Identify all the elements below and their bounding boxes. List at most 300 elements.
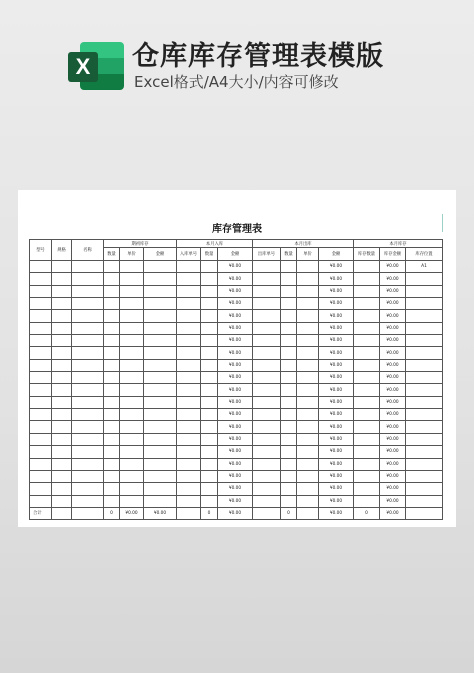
cell[interactable] bbox=[120, 409, 144, 421]
amount-cell[interactable]: ¥0.00 bbox=[319, 446, 354, 458]
cell[interactable] bbox=[72, 335, 104, 347]
cell[interactable] bbox=[120, 421, 144, 433]
cell[interactable] bbox=[144, 310, 177, 322]
cell[interactable] bbox=[281, 495, 297, 507]
cell[interactable] bbox=[177, 458, 201, 470]
cell[interactable] bbox=[253, 433, 281, 445]
cell[interactable] bbox=[30, 347, 52, 359]
cell[interactable] bbox=[253, 298, 281, 310]
cell[interactable] bbox=[52, 421, 72, 433]
cell[interactable] bbox=[201, 458, 218, 470]
cell[interactable] bbox=[177, 347, 201, 359]
cell[interactable] bbox=[177, 298, 201, 310]
cell[interactable] bbox=[253, 446, 281, 458]
amount-cell[interactable]: ¥0.00 bbox=[319, 335, 354, 347]
cell[interactable] bbox=[201, 433, 218, 445]
cell[interactable] bbox=[281, 470, 297, 482]
cell[interactable] bbox=[354, 458, 380, 470]
cell[interactable] bbox=[120, 285, 144, 297]
cell[interactable] bbox=[72, 384, 104, 396]
cell[interactable] bbox=[253, 396, 281, 408]
cell[interactable] bbox=[30, 298, 52, 310]
cell[interactable] bbox=[201, 273, 218, 285]
cell[interactable] bbox=[406, 483, 443, 495]
cell[interactable] bbox=[104, 433, 120, 445]
cell[interactable] bbox=[72, 433, 104, 445]
amount-cell[interactable]: ¥0.00 bbox=[218, 372, 253, 384]
cell[interactable] bbox=[354, 285, 380, 297]
cell[interactable] bbox=[120, 359, 144, 371]
amount-cell[interactable]: ¥0.00 bbox=[380, 421, 406, 433]
cell[interactable] bbox=[52, 446, 72, 458]
amount-cell[interactable]: ¥0.00 bbox=[218, 335, 253, 347]
cell[interactable] bbox=[144, 335, 177, 347]
cell[interactable] bbox=[72, 310, 104, 322]
cell[interactable] bbox=[104, 347, 120, 359]
cell[interactable] bbox=[72, 372, 104, 384]
amount-cell[interactable]: ¥0.00 bbox=[319, 372, 354, 384]
cell[interactable] bbox=[177, 495, 201, 507]
cell[interactable] bbox=[177, 359, 201, 371]
cell[interactable] bbox=[297, 359, 319, 371]
cell[interactable] bbox=[120, 396, 144, 408]
cell[interactable] bbox=[52, 433, 72, 445]
amount-cell[interactable]: ¥0.00 bbox=[319, 384, 354, 396]
cell[interactable] bbox=[201, 347, 218, 359]
cell[interactable] bbox=[201, 298, 218, 310]
amount-cell[interactable]: ¥0.00 bbox=[380, 495, 406, 507]
cell[interactable] bbox=[120, 335, 144, 347]
amount-cell[interactable]: ¥0.00 bbox=[380, 446, 406, 458]
cell[interactable] bbox=[281, 433, 297, 445]
cell[interactable] bbox=[52, 322, 72, 334]
cell[interactable] bbox=[120, 298, 144, 310]
cell[interactable] bbox=[52, 396, 72, 408]
cell[interactable] bbox=[72, 421, 104, 433]
cell[interactable] bbox=[52, 347, 72, 359]
cell[interactable] bbox=[104, 310, 120, 322]
amount-cell[interactable]: ¥0.00 bbox=[218, 285, 253, 297]
cell[interactable] bbox=[30, 421, 52, 433]
cell[interactable] bbox=[406, 298, 443, 310]
cell[interactable] bbox=[104, 322, 120, 334]
cell[interactable] bbox=[297, 347, 319, 359]
cell[interactable] bbox=[144, 285, 177, 297]
cell[interactable] bbox=[177, 384, 201, 396]
cell[interactable] bbox=[201, 310, 218, 322]
cell[interactable] bbox=[201, 359, 218, 371]
cell[interactable] bbox=[52, 409, 72, 421]
cell[interactable] bbox=[297, 298, 319, 310]
cell[interactable] bbox=[104, 285, 120, 297]
cell[interactable] bbox=[72, 347, 104, 359]
cell[interactable] bbox=[281, 273, 297, 285]
cell[interactable] bbox=[354, 409, 380, 421]
cell[interactable] bbox=[297, 409, 319, 421]
cell[interactable] bbox=[281, 359, 297, 371]
cell[interactable] bbox=[52, 458, 72, 470]
cell[interactable] bbox=[72, 359, 104, 371]
cell[interactable] bbox=[406, 433, 443, 445]
cell[interactable] bbox=[201, 495, 218, 507]
cell[interactable] bbox=[30, 322, 52, 334]
amount-cell[interactable]: ¥0.00 bbox=[380, 409, 406, 421]
cell[interactable] bbox=[354, 421, 380, 433]
cell[interactable] bbox=[201, 261, 218, 273]
cell[interactable] bbox=[281, 396, 297, 408]
cell[interactable] bbox=[177, 483, 201, 495]
cell[interactable] bbox=[120, 273, 144, 285]
cell[interactable] bbox=[120, 261, 144, 273]
cell[interactable] bbox=[354, 470, 380, 482]
cell[interactable] bbox=[120, 372, 144, 384]
amount-cell[interactable]: ¥0.00 bbox=[218, 409, 253, 421]
cell[interactable] bbox=[177, 322, 201, 334]
cell[interactable] bbox=[201, 372, 218, 384]
amount-cell[interactable]: ¥0.00 bbox=[319, 433, 354, 445]
cell[interactable] bbox=[52, 384, 72, 396]
cell[interactable] bbox=[201, 483, 218, 495]
cell[interactable] bbox=[201, 421, 218, 433]
cell[interactable] bbox=[30, 372, 52, 384]
cell[interactable] bbox=[72, 409, 104, 421]
cell[interactable] bbox=[406, 372, 443, 384]
cell[interactable] bbox=[297, 446, 319, 458]
cell[interactable] bbox=[52, 359, 72, 371]
cell[interactable] bbox=[406, 322, 443, 334]
cell[interactable] bbox=[253, 347, 281, 359]
cell[interactable] bbox=[354, 483, 380, 495]
cell[interactable] bbox=[52, 335, 72, 347]
cell[interactable] bbox=[144, 421, 177, 433]
amount-cell[interactable]: ¥0.00 bbox=[380, 347, 406, 359]
amount-cell[interactable]: ¥0.00 bbox=[319, 409, 354, 421]
amount-cell[interactable]: ¥0.00 bbox=[218, 396, 253, 408]
cell[interactable] bbox=[52, 372, 72, 384]
cell[interactable] bbox=[30, 433, 52, 445]
amount-cell[interactable]: ¥0.00 bbox=[319, 298, 354, 310]
amount-cell[interactable]: ¥0.00 bbox=[380, 483, 406, 495]
amount-cell[interactable]: ¥0.00 bbox=[380, 458, 406, 470]
cell[interactable] bbox=[177, 421, 201, 433]
amount-cell[interactable]: ¥0.00 bbox=[218, 310, 253, 322]
cell[interactable] bbox=[120, 433, 144, 445]
cell[interactable] bbox=[72, 261, 104, 273]
amount-cell[interactable]: ¥0.00 bbox=[380, 273, 406, 285]
amount-cell[interactable]: ¥0.00 bbox=[319, 310, 354, 322]
cell[interactable] bbox=[281, 483, 297, 495]
cell[interactable] bbox=[281, 335, 297, 347]
cell[interactable] bbox=[281, 298, 297, 310]
cell[interactable] bbox=[281, 285, 297, 297]
cell[interactable] bbox=[104, 273, 120, 285]
cell[interactable] bbox=[30, 470, 52, 482]
cell[interactable] bbox=[177, 310, 201, 322]
cell[interactable] bbox=[201, 322, 218, 334]
cell[interactable] bbox=[253, 470, 281, 482]
cell[interactable] bbox=[253, 285, 281, 297]
cell[interactable] bbox=[281, 261, 297, 273]
cell[interactable] bbox=[201, 470, 218, 482]
cell[interactable] bbox=[406, 470, 443, 482]
amount-cell[interactable]: ¥0.00 bbox=[319, 359, 354, 371]
amount-cell[interactable]: ¥0.00 bbox=[319, 470, 354, 482]
cell[interactable] bbox=[72, 458, 104, 470]
amount-cell[interactable]: ¥0.00 bbox=[218, 359, 253, 371]
cell[interactable] bbox=[30, 396, 52, 408]
cell[interactable] bbox=[30, 335, 52, 347]
cell[interactable] bbox=[52, 310, 72, 322]
amount-cell[interactable]: ¥0.00 bbox=[218, 261, 253, 273]
cell[interactable] bbox=[52, 298, 72, 310]
cell[interactable] bbox=[30, 495, 52, 507]
location-cell[interactable]: A1 bbox=[406, 261, 443, 273]
cell[interactable] bbox=[72, 396, 104, 408]
cell[interactable] bbox=[72, 322, 104, 334]
amount-cell[interactable]: ¥0.00 bbox=[218, 433, 253, 445]
amount-cell[interactable]: ¥0.00 bbox=[218, 322, 253, 334]
cell[interactable] bbox=[177, 335, 201, 347]
amount-cell[interactable]: ¥0.00 bbox=[218, 458, 253, 470]
amount-cell[interactable]: ¥0.00 bbox=[319, 396, 354, 408]
cell[interactable] bbox=[281, 421, 297, 433]
cell[interactable] bbox=[72, 285, 104, 297]
cell[interactable] bbox=[177, 273, 201, 285]
amount-cell[interactable]: ¥0.00 bbox=[218, 470, 253, 482]
cell[interactable] bbox=[177, 446, 201, 458]
cell[interactable] bbox=[144, 446, 177, 458]
cell[interactable] bbox=[104, 458, 120, 470]
amount-cell[interactable]: ¥0.00 bbox=[218, 446, 253, 458]
amount-cell[interactable]: ¥0.00 bbox=[380, 335, 406, 347]
cell[interactable] bbox=[30, 409, 52, 421]
cell[interactable] bbox=[354, 273, 380, 285]
cell[interactable] bbox=[354, 495, 380, 507]
cell[interactable] bbox=[281, 384, 297, 396]
cell[interactable] bbox=[120, 458, 144, 470]
amount-cell[interactable]: ¥0.00 bbox=[380, 261, 406, 273]
cell[interactable] bbox=[201, 384, 218, 396]
cell[interactable] bbox=[52, 470, 72, 482]
cell[interactable] bbox=[297, 495, 319, 507]
amount-cell[interactable]: ¥0.00 bbox=[319, 285, 354, 297]
cell[interactable] bbox=[253, 372, 281, 384]
amount-cell[interactable]: ¥0.00 bbox=[319, 273, 354, 285]
cell[interactable] bbox=[120, 384, 144, 396]
cell[interactable] bbox=[72, 470, 104, 482]
cell[interactable] bbox=[406, 446, 443, 458]
amount-cell[interactable]: ¥0.00 bbox=[218, 483, 253, 495]
cell[interactable] bbox=[297, 384, 319, 396]
cell[interactable] bbox=[281, 409, 297, 421]
cell[interactable] bbox=[354, 347, 380, 359]
cell[interactable] bbox=[297, 310, 319, 322]
cell[interactable] bbox=[297, 285, 319, 297]
cell[interactable] bbox=[120, 495, 144, 507]
cell[interactable] bbox=[297, 458, 319, 470]
cell[interactable] bbox=[104, 359, 120, 371]
cell[interactable] bbox=[30, 261, 52, 273]
cell[interactable] bbox=[201, 396, 218, 408]
cell[interactable] bbox=[144, 396, 177, 408]
cell[interactable] bbox=[144, 458, 177, 470]
cell[interactable] bbox=[104, 421, 120, 433]
cell[interactable] bbox=[144, 409, 177, 421]
amount-cell[interactable]: ¥0.00 bbox=[319, 421, 354, 433]
cell[interactable] bbox=[104, 446, 120, 458]
cell[interactable] bbox=[281, 322, 297, 334]
amount-cell[interactable]: ¥0.00 bbox=[319, 261, 354, 273]
cell[interactable] bbox=[253, 322, 281, 334]
amount-cell[interactable]: ¥0.00 bbox=[319, 322, 354, 334]
cell[interactable] bbox=[104, 261, 120, 273]
cell[interactable] bbox=[253, 261, 281, 273]
cell[interactable] bbox=[297, 421, 319, 433]
cell[interactable] bbox=[281, 458, 297, 470]
amount-cell[interactable]: ¥0.00 bbox=[380, 384, 406, 396]
cell[interactable] bbox=[354, 446, 380, 458]
cell[interactable] bbox=[144, 261, 177, 273]
cell[interactable] bbox=[297, 483, 319, 495]
cell[interactable] bbox=[253, 384, 281, 396]
cell[interactable] bbox=[406, 495, 443, 507]
cell[interactable] bbox=[406, 310, 443, 322]
cell[interactable] bbox=[201, 285, 218, 297]
cell[interactable] bbox=[52, 483, 72, 495]
cell[interactable] bbox=[354, 261, 380, 273]
cell[interactable] bbox=[144, 372, 177, 384]
cell[interactable] bbox=[72, 298, 104, 310]
cell[interactable] bbox=[406, 285, 443, 297]
cell[interactable] bbox=[354, 359, 380, 371]
cell[interactable] bbox=[297, 372, 319, 384]
cell[interactable] bbox=[30, 359, 52, 371]
amount-cell[interactable]: ¥0.00 bbox=[380, 298, 406, 310]
cell[interactable] bbox=[354, 433, 380, 445]
cell[interactable] bbox=[354, 384, 380, 396]
cell[interactable] bbox=[177, 372, 201, 384]
cell[interactable] bbox=[104, 335, 120, 347]
cell[interactable] bbox=[354, 310, 380, 322]
amount-cell[interactable]: ¥0.00 bbox=[380, 372, 406, 384]
cell[interactable] bbox=[297, 322, 319, 334]
cell[interactable] bbox=[30, 458, 52, 470]
cell[interactable] bbox=[354, 372, 380, 384]
cell[interactable] bbox=[297, 335, 319, 347]
cell[interactable] bbox=[281, 310, 297, 322]
cell[interactable] bbox=[104, 470, 120, 482]
cell[interactable] bbox=[104, 396, 120, 408]
cell[interactable] bbox=[177, 285, 201, 297]
cell[interactable] bbox=[104, 409, 120, 421]
cell[interactable] bbox=[30, 384, 52, 396]
cell[interactable] bbox=[104, 495, 120, 507]
amount-cell[interactable]: ¥0.00 bbox=[218, 298, 253, 310]
cell[interactable] bbox=[52, 495, 72, 507]
amount-cell[interactable]: ¥0.00 bbox=[380, 322, 406, 334]
cell[interactable] bbox=[354, 396, 380, 408]
cell[interactable] bbox=[281, 446, 297, 458]
cell[interactable] bbox=[144, 322, 177, 334]
cell[interactable] bbox=[144, 433, 177, 445]
cell[interactable] bbox=[144, 495, 177, 507]
cell[interactable] bbox=[72, 483, 104, 495]
cell[interactable] bbox=[406, 396, 443, 408]
amount-cell[interactable]: ¥0.00 bbox=[319, 458, 354, 470]
cell[interactable] bbox=[406, 335, 443, 347]
cell[interactable] bbox=[177, 409, 201, 421]
cell[interactable] bbox=[253, 335, 281, 347]
cell[interactable] bbox=[72, 446, 104, 458]
cell[interactable] bbox=[281, 372, 297, 384]
cell[interactable] bbox=[120, 446, 144, 458]
cell[interactable] bbox=[297, 261, 319, 273]
cell[interactable] bbox=[406, 458, 443, 470]
cell[interactable] bbox=[177, 433, 201, 445]
cell[interactable] bbox=[354, 322, 380, 334]
cell[interactable] bbox=[144, 359, 177, 371]
cell[interactable] bbox=[253, 458, 281, 470]
amount-cell[interactable]: ¥0.00 bbox=[319, 483, 354, 495]
cell[interactable] bbox=[253, 359, 281, 371]
cell[interactable] bbox=[52, 273, 72, 285]
amount-cell[interactable]: ¥0.00 bbox=[380, 433, 406, 445]
cell[interactable] bbox=[120, 470, 144, 482]
cell[interactable] bbox=[406, 384, 443, 396]
cell[interactable] bbox=[406, 347, 443, 359]
cell[interactable] bbox=[144, 298, 177, 310]
amount-cell[interactable]: ¥0.00 bbox=[218, 421, 253, 433]
cell[interactable] bbox=[52, 285, 72, 297]
cell[interactable] bbox=[354, 335, 380, 347]
cell[interactable] bbox=[104, 372, 120, 384]
cell[interactable] bbox=[104, 298, 120, 310]
cell[interactable] bbox=[104, 384, 120, 396]
amount-cell[interactable]: ¥0.00 bbox=[380, 310, 406, 322]
cell[interactable] bbox=[297, 433, 319, 445]
cell[interactable] bbox=[201, 446, 218, 458]
amount-cell[interactable]: ¥0.00 bbox=[218, 495, 253, 507]
cell[interactable] bbox=[104, 483, 120, 495]
cell[interactable] bbox=[177, 261, 201, 273]
amount-cell[interactable]: ¥0.00 bbox=[319, 495, 354, 507]
cell[interactable] bbox=[120, 483, 144, 495]
cell[interactable] bbox=[72, 495, 104, 507]
cell[interactable] bbox=[297, 470, 319, 482]
cell[interactable] bbox=[253, 421, 281, 433]
cell[interactable] bbox=[406, 359, 443, 371]
cell[interactable] bbox=[201, 409, 218, 421]
amount-cell[interactable]: ¥0.00 bbox=[218, 384, 253, 396]
cell[interactable] bbox=[144, 483, 177, 495]
cell[interactable] bbox=[406, 273, 443, 285]
cell[interactable] bbox=[297, 273, 319, 285]
cell[interactable] bbox=[253, 409, 281, 421]
cell[interactable] bbox=[120, 310, 144, 322]
cell[interactable] bbox=[30, 483, 52, 495]
cell[interactable] bbox=[406, 409, 443, 421]
amount-cell[interactable]: ¥0.00 bbox=[319, 347, 354, 359]
cell[interactable] bbox=[354, 298, 380, 310]
cell[interactable] bbox=[177, 470, 201, 482]
cell[interactable] bbox=[120, 347, 144, 359]
amount-cell[interactable]: ¥0.00 bbox=[218, 347, 253, 359]
cell[interactable] bbox=[253, 495, 281, 507]
amount-cell[interactable]: ¥0.00 bbox=[380, 396, 406, 408]
cell[interactable] bbox=[30, 285, 52, 297]
cell[interactable] bbox=[30, 310, 52, 322]
cell[interactable] bbox=[253, 273, 281, 285]
